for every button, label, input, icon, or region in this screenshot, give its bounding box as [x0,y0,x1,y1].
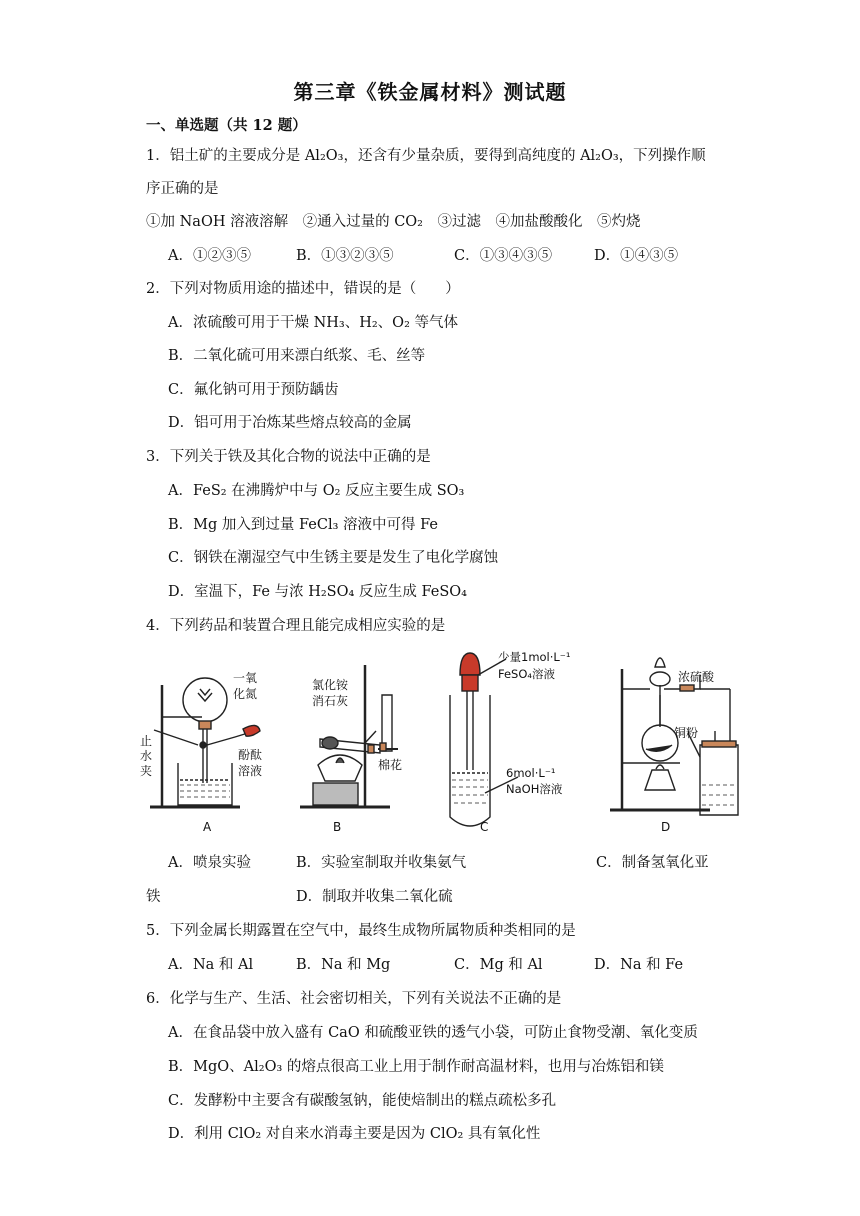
q5-option-a[interactable]: A．Na 和 Al [168,957,254,973]
q2-stem: 2．下列对物质用途的描述中，错误的是（ ） [146,281,460,297]
q5-option-b[interactable]: B．Na 和 Mg [296,957,391,973]
label-c-2: FeSO₄溶液 [498,667,556,681]
q1-stem-line1: 1．铝土矿的主要成分是 Al₂O₃，还含有少量杂质，要得到高纯度的 Al₂O₃，下列操作顺 [146,148,706,164]
label-a-1: 一氧 [233,671,258,685]
q2-option-a[interactable]: A．浓硫酸可用于干燥 NH₃、H₂、O₂ 等气体 [168,315,458,331]
q4-apparatus-figure [140,645,760,840]
q5-stem: 5．下列金属长期露置在空气中，最终生成物所属物质种类相同的是 [146,923,576,939]
label-b-3: 棉花 [378,758,403,772]
label-c-1: 少量1mol·L⁻¹ [498,650,571,664]
label-a-5: 夹 [140,764,153,778]
q5-option-c[interactable]: C．Mg 和 Al [454,957,543,973]
section-heading: 一、单选题（共 12 题） [146,117,307,134]
q1-option-b[interactable]: B．①③②③⑤ [296,248,394,264]
label-a-7: 溶液 [238,764,263,778]
q6-option-a[interactable]: A．在食品袋中放入盛有 CaO 和硫酸亚铁的透气小袋，可防止食物受潮、氧化变质 [168,1025,698,1041]
q2-option-d[interactable]: D．铝可用于冶炼某些熔点较高的金属 [168,415,412,431]
caption-b: B [333,820,342,834]
q1-option-a[interactable]: A．①②③⑤ [168,248,251,264]
label-c-3: 6mol·L⁻¹ [506,766,556,780]
q1-steps: ①加 NaOH 溶液溶解 ②通入过量的 CO₂ ③过滤 ④加盐酸酸化 ⑤灼烧 [146,214,641,230]
q4-option-a[interactable]: A．喷泉实验 [168,855,251,871]
q1-stem-line2: 序正确的是 [146,181,219,197]
label-b-2: 消石灰 [312,694,349,708]
q5-option-d[interactable]: D．Na 和 Fe [594,957,684,973]
q4-option-c-cont: 铁 [146,889,161,905]
q1-option-d[interactable]: D．①④③⑤ [594,248,679,264]
q6-option-b[interactable]: B．MgO、Al₂O₃ 的熔点很高工业上用于制作耐高温材料，也用与冶炼铝和镁 [168,1059,664,1075]
q6-option-c[interactable]: C．发酵粉中主要含有碳酸氢钠，能使焙制出的糕点疏松多孔 [168,1093,557,1109]
label-d-2: 铜粉 [674,726,699,740]
q2-option-b[interactable]: B．二氧化硫可用来漂白纸浆、毛、丝等 [168,348,426,364]
caption-d: D [661,820,671,834]
q4-stem: 4．下列药品和装置合理且能完成相应实验的是 [146,618,446,634]
label-a-4: 水 [140,749,153,763]
label-c-4: NaOH溶液 [506,782,563,796]
label-b-1: 氯化铵 [312,678,349,692]
q3-option-d[interactable]: D．室温下，Fe 与浓 H₂SO₄ 反应生成 FeSO₄ [168,584,467,600]
label-d-1: 浓硫酸 [678,670,715,684]
label-a-3: 止 [140,734,153,748]
caption-a: A [203,820,212,834]
caption-c: C [480,820,489,834]
page-title: 第三章《铁金属材料》测试题 [293,80,567,104]
q4-option-c[interactable]: C．制备氢氧化亚 [596,855,709,871]
q3-option-c[interactable]: C．钢铁在潮湿空气中生锈主要是发生了电化学腐蚀 [168,550,499,566]
q4-option-d[interactable]: D．制取并收集二氧化硫 [296,889,453,905]
q6-stem: 6．化学与生产、生活、社会密切相关，下列有关说法不正确的是 [146,991,562,1007]
q3-option-b[interactable]: B．Mg 加入到过量 FeCl₃ 溶液中可得 Fe [168,517,438,533]
q3-option-a[interactable]: A．FeS₂ 在沸腾炉中与 O₂ 反应主要生成 SO₃ [168,483,465,499]
label-a-6: 酚酞 [238,748,263,762]
q3-stem: 3．下列关于铁及其化合物的说法中正确的是 [146,449,431,465]
label-a-2: 化氮 [233,687,258,701]
q2-option-c[interactable]: C．氟化钠可用于预防龋齿 [168,382,339,398]
q4-option-b[interactable]: B．实验室制取并收集氨气 [296,855,467,871]
q1-option-c[interactable]: C．①③④③⑤ [454,248,553,264]
q6-option-d[interactable]: D．利用 ClO₂ 对自来水消毒主要是因为 ClO₂ 具有氧化性 [168,1126,541,1142]
